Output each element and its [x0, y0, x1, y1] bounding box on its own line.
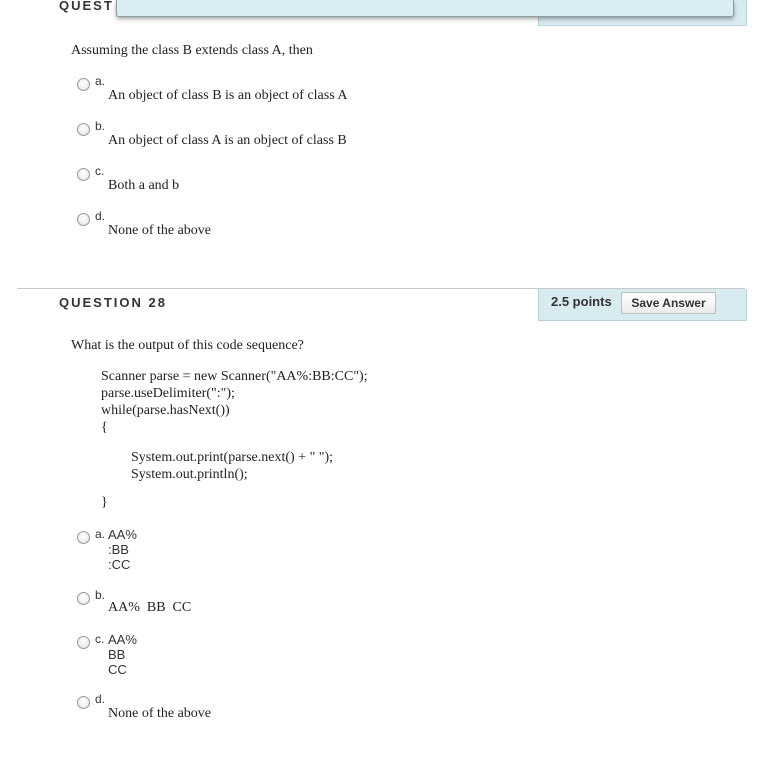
q27-option-a-text: An object of class B is an object of class A — [108, 88, 348, 103]
q27-option-c-text: Both a and b — [108, 178, 180, 193]
q27-option-b-letter: b. — [95, 119, 106, 133]
q27-title: QUEST — [59, 0, 114, 13]
q28-option-b-text: AA% BB CC — [108, 600, 192, 615]
q27-option-d-text: None of the above — [108, 223, 212, 238]
q27-option-b-text: An object of class A is an object of class B — [108, 133, 347, 148]
q27-option-a-letter: a. — [95, 74, 106, 88]
q28-option-d-radio[interactable] — [77, 696, 90, 709]
overlay-popup[interactable] — [116, 0, 734, 17]
q28-option-c-letter: c. — [95, 632, 105, 646]
save-answer-button[interactable]: Save Answer — [621, 292, 716, 314]
code-line-2: parse.useDelimiter(":"); — [101, 386, 235, 401]
q27-option-a-radio[interactable] — [77, 78, 90, 91]
code-line-6: System.out.println(); — [131, 467, 248, 482]
q28-option-a-line-1: AA% — [108, 527, 137, 542]
q28-option-a-letter: a. — [95, 527, 106, 541]
code-line-3: while(parse.hasNext()) — [101, 403, 230, 418]
q28-option-c-line-2: BB — [108, 647, 126, 662]
code-line-5: System.out.print(parse.next() + " "); — [131, 450, 334, 465]
code-line-1: Scanner parse = new Scanner("AA%:BB:CC"); — [101, 369, 368, 384]
q28-points: 2.5 points — [551, 294, 612, 309]
q27-option-d-radio[interactable] — [77, 213, 90, 226]
q27-option-c-letter: c. — [95, 164, 105, 178]
q27-option-b-radio[interactable] — [77, 123, 90, 136]
q28-option-d-letter: d. — [95, 692, 106, 706]
q28-option-d-text: None of the above — [108, 706, 212, 721]
q28-option-c-radio[interactable] — [77, 636, 90, 649]
q28-option-a-line-3: :CC — [108, 557, 131, 572]
q28-option-a-line-2: :BB — [108, 542, 129, 557]
q28-option-b-radio[interactable] — [77, 592, 90, 605]
q28-option-a-radio[interactable] — [77, 531, 90, 544]
q28-option-b-letter: b. — [95, 588, 106, 602]
code-line-7: } — [101, 495, 108, 510]
code-line-4: { — [101, 420, 108, 435]
q27-option-c-radio[interactable] — [77, 168, 90, 181]
q27-option-d-letter: d. — [95, 209, 106, 223]
q28-title: QUESTION 28 — [59, 295, 167, 310]
q28-option-c-line-1: AA% — [108, 632, 137, 647]
q28-option-c-line-3: CC — [108, 662, 127, 677]
q28-stem: What is the output of this code sequence? — [71, 338, 304, 353]
q27-stem: Assuming the class B extends class A, then — [71, 43, 313, 58]
